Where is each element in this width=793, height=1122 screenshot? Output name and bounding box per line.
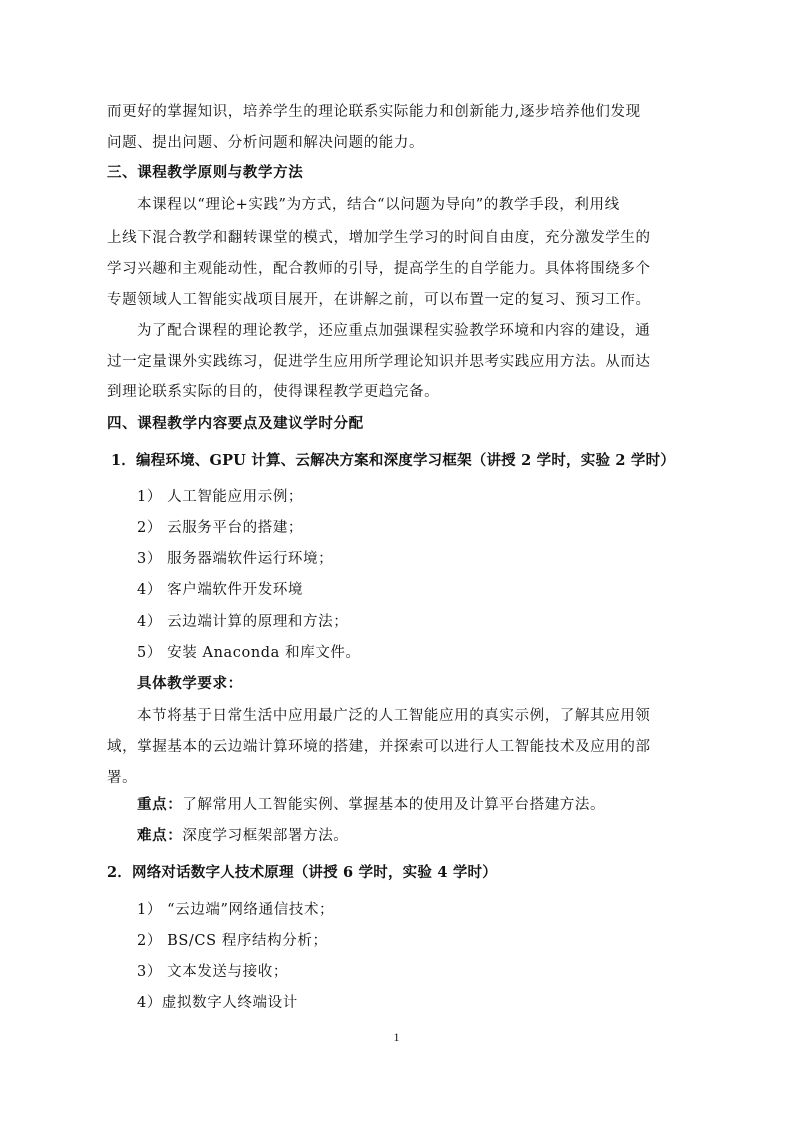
section-3-heading: 三、课程教学原则与教学方法 (107, 164, 304, 181)
page-number: 1 (393, 1030, 400, 1044)
unit-2-item-3: 3） 文本发送与接收； (137, 964, 288, 980)
unit-2-item-4: 4）虚拟数字人终端设计 (137, 995, 298, 1011)
unit-1-item-2: 2） 云服务平台的搭建； (137, 520, 304, 536)
unit-1-requirements-label: 具体教学要求： (137, 675, 243, 692)
unit-1-item-1: 1） 人工智能应用示例； (137, 489, 304, 505)
unit-1-item-4: 4） 客户端软件开发环境 (137, 582, 304, 598)
intro-line-1: 而更好的掌握知识，培养学生的理论联系实际能力和创新能力,逐步培养他们发现 (107, 104, 641, 120)
key-point-label: 重点： (137, 796, 183, 813)
difficulty-text: 深度学习框架部署方法。 (182, 828, 349, 844)
section-4-heading: 四、课程教学内容要点及建议学时分配 (107, 415, 364, 432)
section-3-para-2-line-2: 过一定量课外实践练习，促进学生应用所学理论知识并思考实践应用方法。从而达 (107, 354, 651, 370)
difficulty-label: 难点： (137, 827, 183, 844)
unit-1-difficulty (137, 826, 348, 846)
unit-1-item-6: 5） 安装 Anaconda 和库文件。 (137, 645, 361, 661)
section-3-para-1-line-1: 本课程以“理论+实践”为方式，结合“以问题为导向”的教学手段，利用线 (137, 197, 620, 213)
unit-1-item-3: 3） 服务器端软件运行环境； (137, 551, 334, 567)
section-3-para-1-line-4: 专题领域人工智能实战项目展开，在讲解之前，可以布置一定的复习、预习工作。 (107, 292, 651, 308)
unit-1-requirements-line-3: 署。 (107, 770, 138, 786)
section-3-para-2-line-1: 为了配合课程的理论教学，还应重点加强课程实验教学环境和内容的建设，通 (137, 323, 651, 339)
intro-line-2: 问题、提出问题、分析问题和解决问题的能力。 (107, 135, 425, 151)
unit-1-requirements-line-2: 域，掌握基本的云边端计算环境的搭建，并探索可以进行人工智能技术及应用的部 (107, 739, 651, 755)
section-3-para-1-line-2: 上线下混合教学和翻转课堂的模式，增加学生学习的时间自由度，充分激发学生的 (107, 230, 651, 246)
section-3-para-1-line-3: 学习兴趣和主观能动性，配合教师的引导，提高学生的自学能力。具体将围绕多个 (107, 261, 651, 277)
unit-2-title: 2．网络对话数字人技术原理（讲授 6 学时，实验 4 学时） (107, 864, 497, 881)
unit-1-title: 1．编程环境、GPU 计算、云解决方案和深度学习框架（讲授 2 学时，实验 2 学时） (111, 452, 676, 469)
section-3-para-2-line-3: 到理论联系实际的目的，使得课程教学更趋完备。 (107, 384, 440, 400)
unit-1-requirements-line-1: 本节将基于日常生活中应用最广泛的人工智能应用的真实示例，了解其应用领 (137, 708, 651, 724)
unit-1-key-point (137, 795, 605, 815)
unit-2-item-2: 2） BS/CS 程序结构分析； (137, 933, 328, 949)
key-point-text: 了解常用人工智能实例、掌握基本的使用及计算平台搭建方法。 (182, 797, 606, 813)
unit-1-item-5: 4） 云边端计算的原理和方法； (137, 614, 349, 630)
unit-2-item-1: 1） “云边端”网络通信技术； (137, 902, 335, 918)
